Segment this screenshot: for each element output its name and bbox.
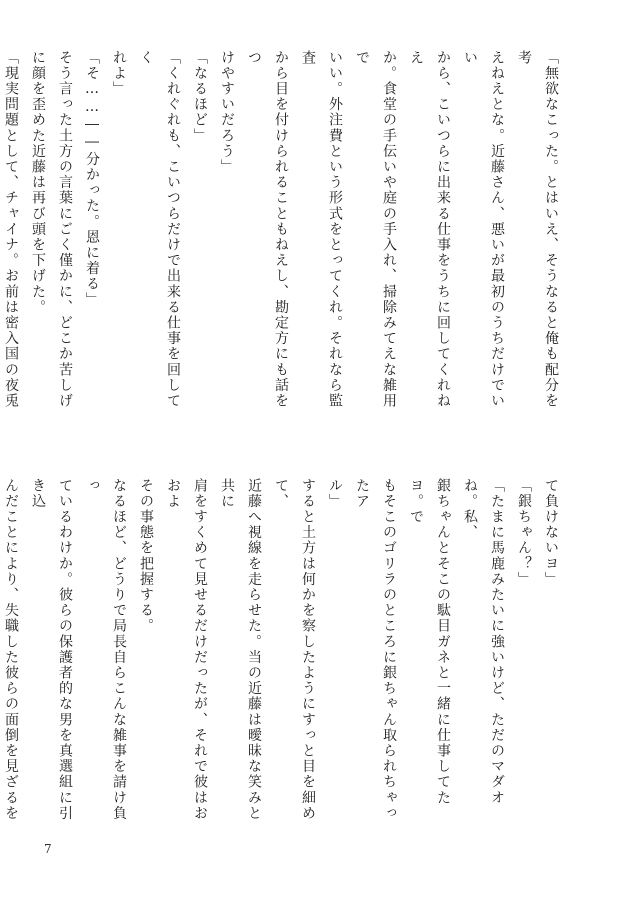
text-column: に顔を歪めた近藤は再び頭を下げた。: [30, 50, 46, 316]
text-column: すると土方は何かを察したようにすっと目を細めて、: [273, 478, 316, 822]
upper-text-block: [0, 50, 564, 420]
text-column: 近藤へ視線を走らせた。当の近藤は曖昧な笑みと共に: [219, 478, 262, 822]
text-column: そう言った土方の言葉にごく僅かに、どこか苦しげ: [57, 50, 73, 409]
text-column: れよ」: [111, 50, 127, 97]
text-column: て負けないヨ」: [543, 478, 559, 588]
page-number: 7: [44, 842, 52, 856]
text-column: 肩をすくめて見せるだけだったが、それで彼はおおよ: [165, 478, 208, 822]
text-column: ているわけか。彼らの保護者的な男を真選組に引き込: [30, 478, 73, 822]
text-column: けやすいだろう」: [219, 50, 235, 175]
text-column: えねえとな。近藤さん、悪いが最初のうちだけでいい: [462, 50, 505, 409]
text-column: なるほど、どうりで局長自らこんな雑事を請け負っ: [84, 478, 127, 822]
text-column: 「なるほど」: [192, 50, 208, 144]
text-column: ル」: [327, 478, 343, 510]
text-column: その事態を把握する。: [138, 478, 154, 634]
text-column: んだことにより、失職した彼らの面倒を見ざるを: [3, 478, 19, 822]
text-column: から目を付けられることもねえし、勘定方にも話をつ: [246, 50, 289, 409]
text-column: いい。外注費という形式をとってくれ。それなら監査: [300, 50, 343, 409]
text-column: か。食堂の手伝いや庭の手入れ、掃除みてえな雑用で: [354, 50, 397, 409]
text-column: 銀ちゃんとそこの駄目ガネと一緒に仕事してたヨ。で: [408, 478, 451, 806]
text-column: 「そ……――分かった。恩に着る」: [84, 50, 100, 308]
text-column: 「銀ちゃん？」: [516, 478, 532, 588]
text-column: から、こいつらに出来る仕事をうちに回してくれねえ: [408, 50, 451, 409]
text-column: 「現実問題として、チャイナ。お前は密入国の夜兎: [3, 50, 19, 409]
text-column: 「たまに馬鹿みたいに強いけど、ただのマダオね。私、: [462, 478, 505, 806]
text-column: もそこのゴリラのところに銀ちゃん取られちゃったア: [354, 478, 397, 822]
text-column: 「くれぐれも、こいつらだけで出来る仕事を回してく: [138, 50, 181, 409]
lower-text-block: [0, 478, 564, 826]
text-column: 「無欲なこった。とはいえ、そうなると俺も配分を考: [516, 50, 559, 409]
